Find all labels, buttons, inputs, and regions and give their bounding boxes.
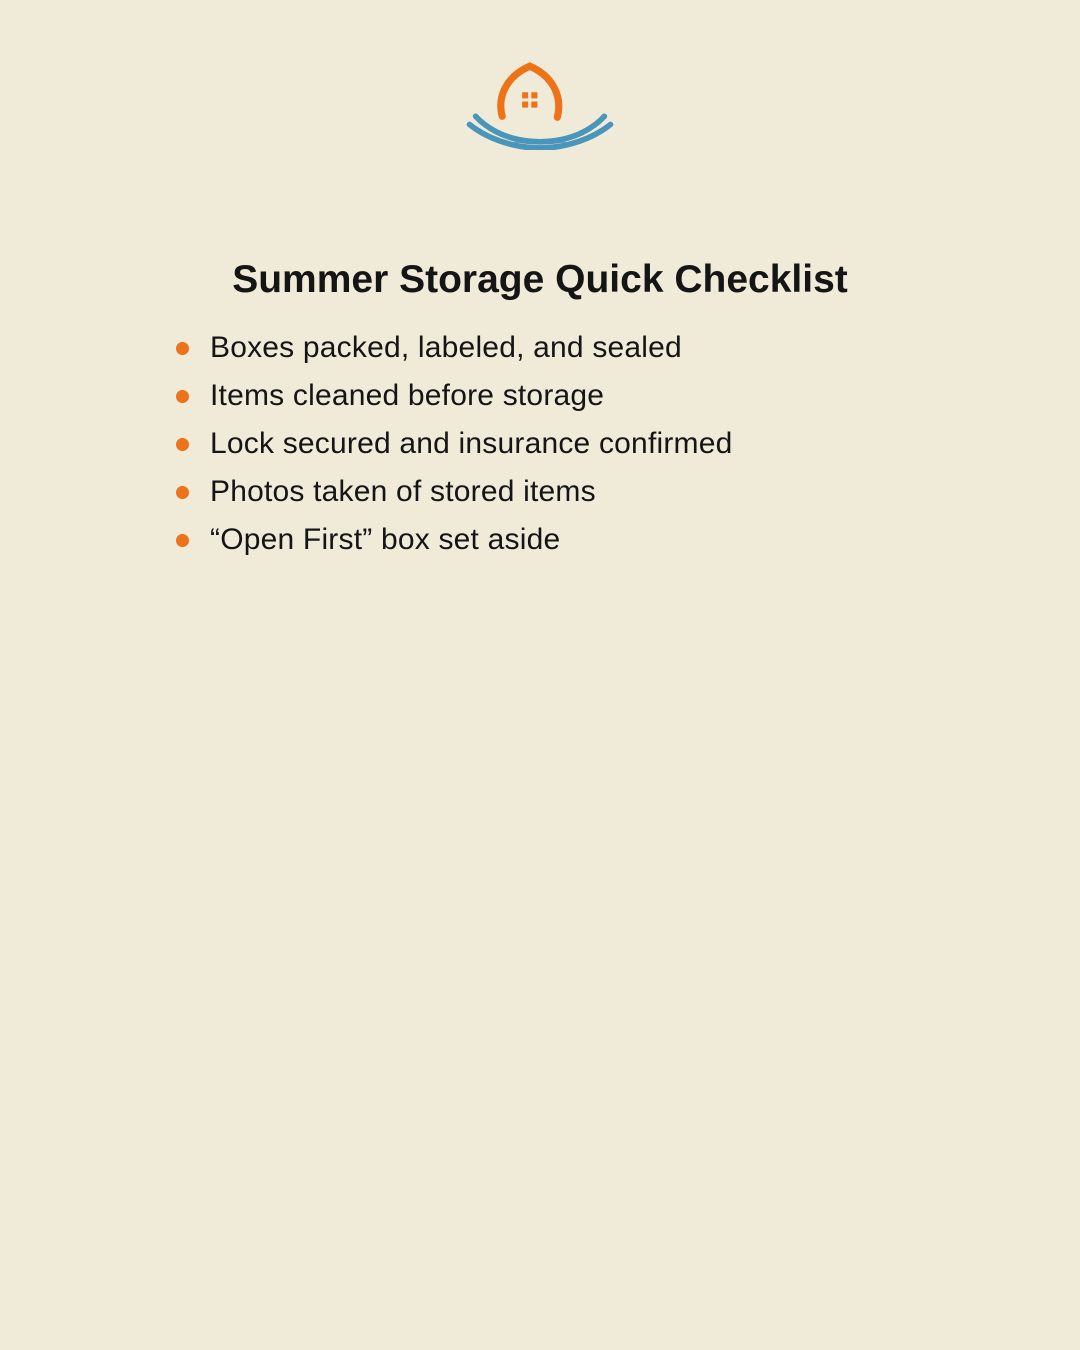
page-title: Summer Storage Quick Checklist [232, 258, 848, 301]
list-item-label: Lock secured and insurance confirmed [210, 427, 733, 460]
checklist [176, 324, 733, 564]
list-item-label: Items cleaned before storage [210, 379, 605, 412]
list-item [176, 372, 733, 420]
bullet-icon [176, 486, 189, 499]
list-item [176, 516, 733, 564]
list-item-label: Boxes packed, labeled, and sealed [210, 331, 682, 364]
list-item-label: “Open First” box set aside [210, 523, 561, 556]
list-item [176, 468, 733, 516]
bullet-icon [176, 534, 189, 547]
nest-waves-icon [469, 116, 610, 148]
brand-logo [465, 58, 615, 150]
list-item [176, 324, 733, 372]
bullet-icon [176, 390, 189, 403]
list-item-label: Photos taken of stored items [210, 475, 596, 508]
bullet-icon [176, 342, 189, 355]
list-item [176, 420, 733, 468]
window-icon [522, 92, 537, 107]
bullet-icon [176, 438, 189, 451]
house-drop-icon [501, 66, 559, 117]
